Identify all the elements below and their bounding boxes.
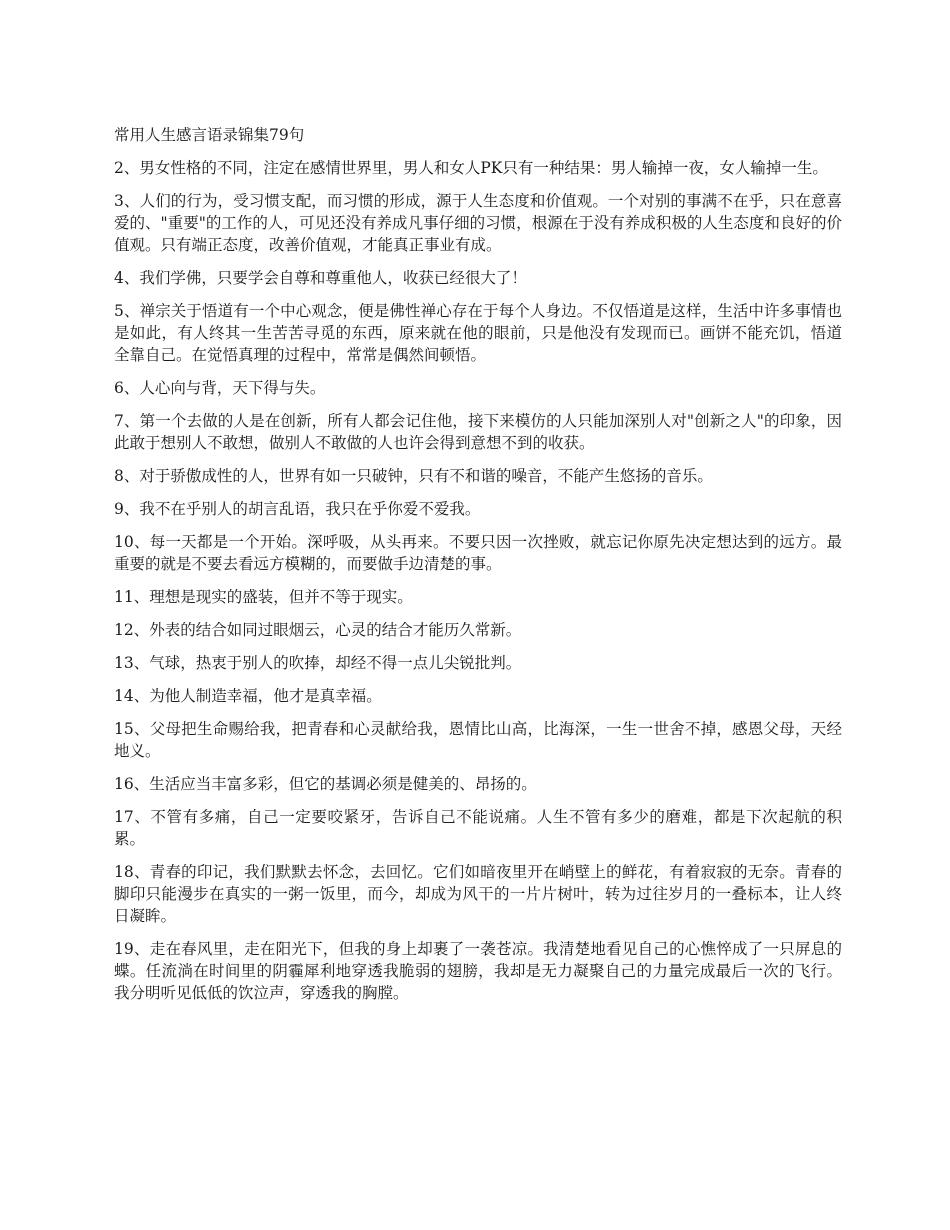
- paragraph: 15、父母把生命赐给我，把青春和心灵献给我，恩情比山高，比海深，一生一世舍不掉，感恩父母，天经地义。: [114, 720, 842, 760]
- paragraph: 9、我不在乎别人的胡言乱语，我只在乎你爱不爱我。: [114, 500, 481, 518]
- paragraph: 8、对于骄傲成性的人，世界有如一只破钟，只有不和谐的噪音，不能产生悠扬的音乐。: [114, 467, 713, 485]
- paragraph: 16、生活应当丰富多彩，但它的基调必须是健美的、昂扬的。: [114, 775, 537, 793]
- paragraph: 11、理想是现实的盛装，但并不等于现实。: [114, 588, 413, 606]
- paragraph: 5、禅宗关于悟道有一个中心观念，便是佛性禅心存在于每个人身边。不仅悟道是这样，生活中许多事情也是如此，有人终其一生苦苦寻觅的东西，原来就在他的眼前，只是他没有发现而已。画饼不能充饥，悟道全靠自己。在觉悟真理的过程中，常常是偶然间顿悟。: [114, 302, 842, 364]
- paragraph: 10、每一天都是一个开始。深呼吸，从头再来。不要只因一次挫败，就忘记你原先决定想达到的远方。最重要的就是不要去看远方模糊的，而要做手边清楚的事。: [114, 533, 842, 573]
- document-title: 常用人生感言语录锦集79句: [114, 126, 305, 144]
- paragraph: 17、不管有多痛，自己一定要咬紧牙，告诉自己不能说痛。人生不管有多少的磨难，都是下次起航的积累。: [114, 808, 842, 848]
- paragraph: 13、气球，热衷于别人的吹捧，却经不得一点儿尖锐批判。: [114, 654, 522, 672]
- paragraph: 7、第一个去做的人是在创新，所有人都会记住他，接下来模仿的人只能加深别人对"创新之人"的印象，因此敢于想别人不敢想，做别人不敢做的人也许会得到意想不到的收获。: [114, 412, 842, 452]
- document-page: [114, 124, 842, 1015]
- paragraph: 12、外表的结合如同过眼烟云，心灵的结合才能历久常新。: [114, 621, 522, 639]
- paragraph: 2、男女性格的不同，注定在感情世界里，男人和女人PK只有一种结果：男人输掉一夜，女人输掉一生。: [114, 159, 828, 177]
- paragraph: 14、为他人制造幸福，他才是真幸福。: [114, 687, 382, 705]
- paragraph: 19、走在春风里，走在阳光下，但我的身上却裹了一袭苍凉。我清楚地看见自己的心憔悴成了一只屏息的蝶。任流淌在时间里的阴霾犀利地穿透我脆弱的翅膀，我却是无力凝聚自己的力量完成最后一次的飞行。我分明听见低低的饮泣声，穿透我的胸膛。: [114, 940, 842, 1002]
- paragraph: 18、青春的印记，我们默默去怀念，去回忆。它们如暗夜里开在峭壁上的鲜花，有着寂寂的无奈。青春的脚印只能漫步在真实的一粥一饭里，而今，却成为风干的一片片树叶，转为过往岁月的一叠标本，让人终日凝眸。: [114, 863, 842, 925]
- paragraph: 6、人心向与背，天下得与失。: [114, 379, 326, 397]
- paragraph: 3、人们的行为，受习惯支配，而习惯的形成，源于人生态度和价值观。一个对别的事满不在乎，只在意喜爱的、"重要"的工作的人，可见还没有养成凡事仔细的习惯，根源在于没有养成积极的人生态度和良好的价值观。只有端正态度，改善价值观，才能真正事业有成。: [114, 192, 842, 254]
- paragraph: 4、我们学佛，只要学会自尊和尊重他人，收获已经很大了！: [114, 269, 527, 287]
